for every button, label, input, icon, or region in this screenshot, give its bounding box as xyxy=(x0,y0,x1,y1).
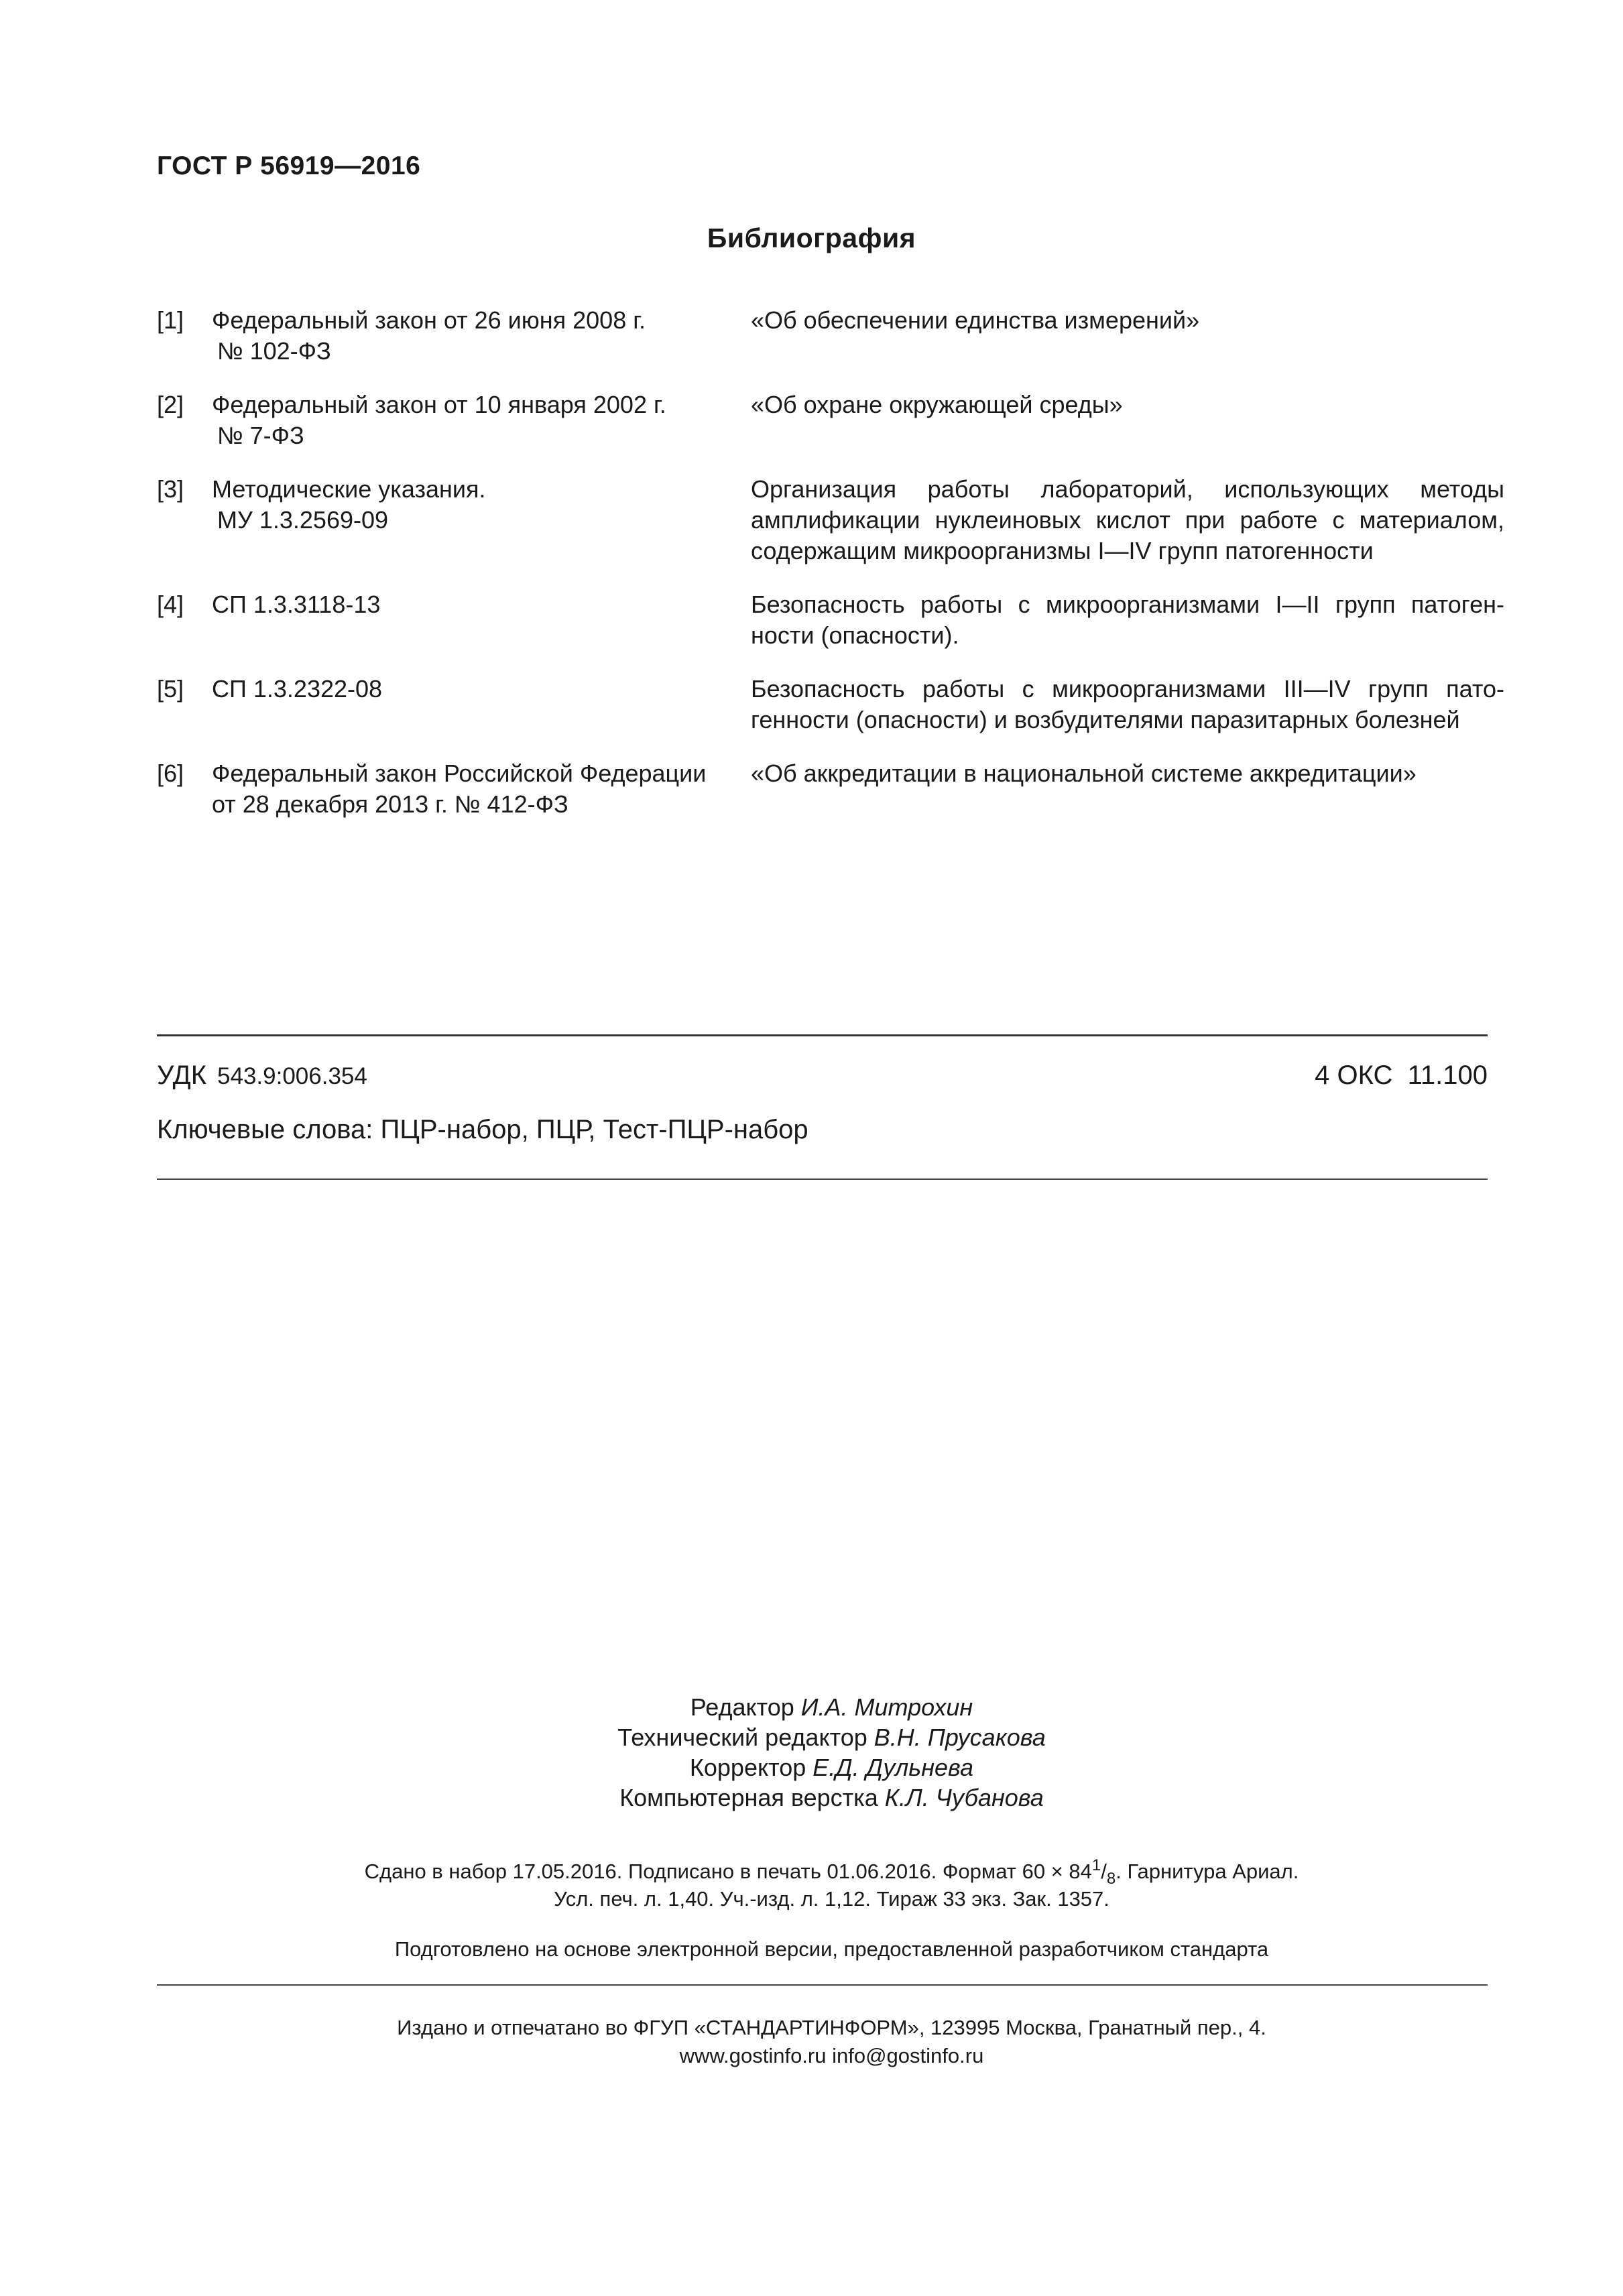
divider-middle xyxy=(157,1179,1488,1180)
bibliography-list xyxy=(157,305,1504,843)
entry-source xyxy=(212,474,882,536)
format-fraction-denominator: 8 xyxy=(1106,1870,1116,1888)
entry-source xyxy=(212,589,882,620)
document-code: ГОСТ Р 56919—2016 xyxy=(157,152,421,180)
entry-source xyxy=(212,674,882,705)
layout-name: К.Л. Чубанова xyxy=(884,1784,1044,1811)
tech-editor-name: В.Н. Прусакова xyxy=(874,1724,1046,1751)
publisher-address: Издано и отпечатано во ФГУП «СТАНДАРТИНФОРМ», 123995 Москва, Гранатный пер., 4. xyxy=(397,2016,1266,2039)
editor-name: И.А. Митрохин xyxy=(800,1693,973,1721)
bibliography-entry xyxy=(157,305,1504,367)
bibliography-entry xyxy=(157,758,1504,820)
keywords: Ключевые слова: ПЦР-набор, ПЦР, Тест-ПЦР-набор xyxy=(157,1115,808,1144)
format-fraction-numerator: 1 xyxy=(1091,1856,1101,1874)
section-title: Библиография xyxy=(707,223,916,253)
entry-source xyxy=(212,758,882,820)
tech-editor-line xyxy=(0,1722,1623,1752)
entry-source-line1: СП 1.3.2322-08 xyxy=(212,675,383,703)
publisher-contacts: www.gostinfo.ru info@gostinfo.ru xyxy=(679,2044,984,2067)
entry-number: [6] xyxy=(157,760,184,787)
entry-number: [2] xyxy=(157,391,184,418)
format-fraction-separator: / xyxy=(1101,1860,1107,1883)
entry-number: [3] xyxy=(157,475,184,503)
entry-source-line1: Федеральный закон от 10 января 2002 г. xyxy=(212,391,666,418)
corrector-label: Корректор xyxy=(689,1754,806,1781)
entry-number: [1] xyxy=(157,306,184,334)
bibliography-entry xyxy=(157,674,1504,735)
entry-source-line1: Федеральный закон от 26 июня 2008 г. xyxy=(212,306,646,334)
bibliography-entry xyxy=(157,589,1504,651)
entry-source-line2: № 7-ФЗ xyxy=(217,422,304,449)
print-info-font: . Гарнитура Ариал. xyxy=(1116,1860,1299,1883)
editor-line xyxy=(0,1692,1623,1722)
bibliography-entry xyxy=(157,389,1504,451)
print-info-line1 xyxy=(0,1856,1623,1888)
oks-value: 11.100 xyxy=(1407,1061,1488,1090)
entry-title: Организация работы лабораторий, использующих методы амплификации нуклеиновых кислот при работе с материалом, содержащим микроорганизмы I—IV групп патогенности xyxy=(751,475,1504,564)
entry-source-line1: СП 1.3.3118-13 xyxy=(212,591,381,618)
entry-source-line1: Федеральный закон Российской Федерации xyxy=(212,760,707,787)
entry-title: «Об аккредитации в национальной системе аккредитации» xyxy=(751,760,1417,787)
corrector-line xyxy=(0,1752,1623,1783)
entry-title: «Об обеспечении единства измерений» xyxy=(751,306,1200,334)
entry-number: [5] xyxy=(157,675,184,703)
corrector-name: Е.Д. Дульнева xyxy=(813,1754,974,1781)
entry-source xyxy=(212,389,882,451)
udk-row xyxy=(157,1061,1488,1091)
divider-top xyxy=(157,1034,1488,1036)
entry-source xyxy=(212,305,882,367)
udk-label: УДК xyxy=(157,1061,207,1090)
print-info xyxy=(0,1856,1623,1912)
print-info-line2: Усл. печ. л. 1,40. Уч.-изд. л. 1,12. Тираж 33 экз. Зак. 1357. xyxy=(554,1887,1109,1911)
entry-source-line1: Методические указания. xyxy=(212,475,486,503)
prepared-note: Подготовлено на основе электронной версии, предоставленной разработчиком стандарта xyxy=(394,1937,1269,1961)
editor-label: Редактор xyxy=(690,1693,794,1721)
bibliography-entry xyxy=(157,474,1504,566)
publisher-block xyxy=(0,2014,1623,2070)
entry-title: Безопасность работы с микроорганизмами III—IV групп пато-генности (опасности) и возбудителями паразитарных болезней xyxy=(751,675,1504,733)
layout-label: Компьютерная верстка xyxy=(619,1784,878,1811)
entry-title: «Об охране окружающей среды» xyxy=(751,391,1123,418)
entry-title: Безопасность работы с микроорганизмами I—II групп патоген-ности (опасности). xyxy=(751,591,1504,649)
entry-source-line2: от 28 декабря 2013 г. № 412-ФЗ xyxy=(212,790,568,818)
layout-line xyxy=(0,1783,1623,1813)
udk-value: 543.9:006.354 xyxy=(217,1063,367,1089)
entry-source-line2: МУ 1.3.2569-09 xyxy=(217,506,389,534)
entry-number: [4] xyxy=(157,591,184,618)
print-info-text: Сдано в набор 17.05.2016. Подписано в печать 01.06.2016. Формат 60 × 84 xyxy=(364,1860,1092,1883)
divider-bottom xyxy=(157,1984,1488,1986)
oks-code xyxy=(1315,1061,1488,1091)
tech-editor-label: Технический редактор xyxy=(617,1724,867,1751)
entry-source-line2: № 102-ФЗ xyxy=(217,337,331,365)
oks-prefix: 4 ОКС xyxy=(1315,1061,1393,1090)
credits-block xyxy=(0,1692,1623,1813)
